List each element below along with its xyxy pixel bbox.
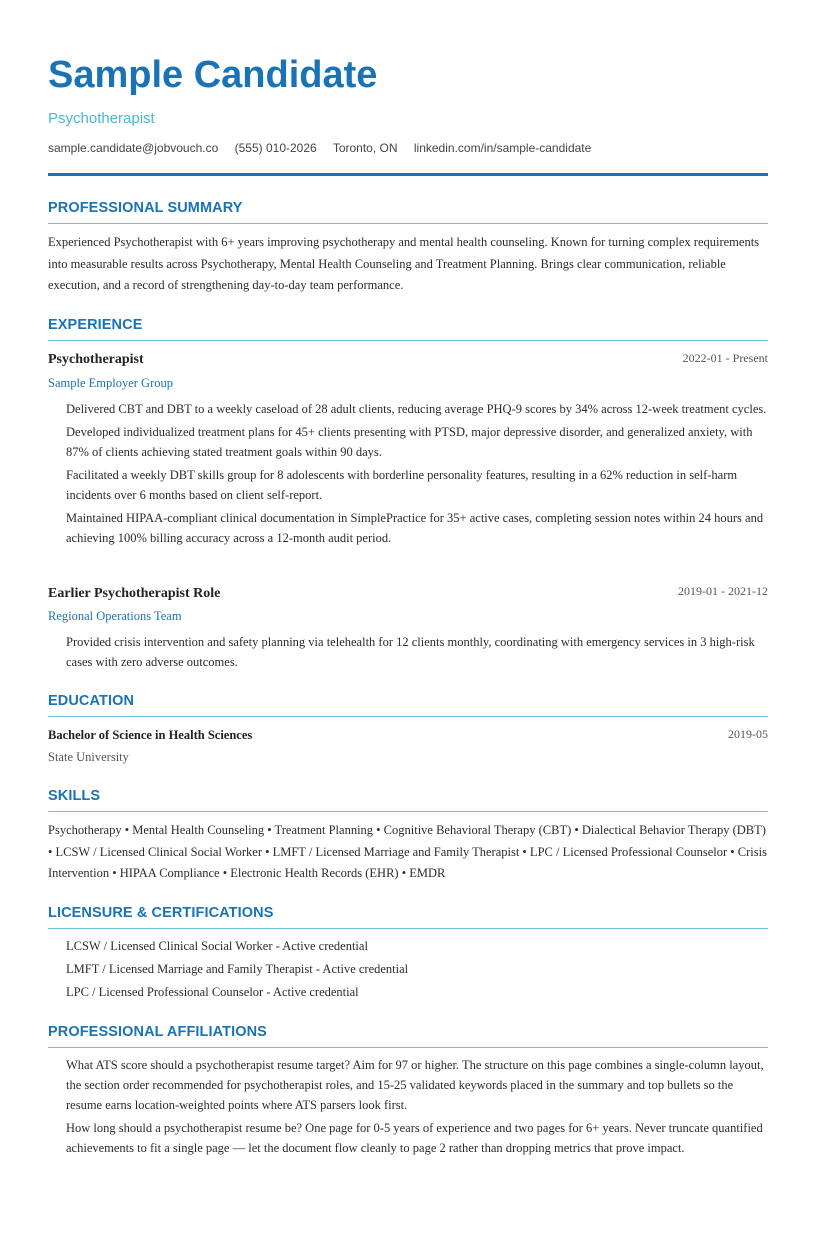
- education-school: State University: [48, 750, 129, 764]
- job-bullet: Facilitated a weekly DBT skills group for 8 adolescents with borderline personality features, resulting in a 62% reduction in self-harm incidents over 6 months based on client self-report.: [66, 468, 738, 502]
- education-date: 2019-05: [728, 727, 768, 741]
- job-bullet: Delivered CBT and DBT to a weekly caseload of 28 adult clients, reducing average PHQ-9 scores by 34% across 12-week treatment cycles.: [66, 402, 767, 416]
- skills-text: Psychotherapy • Mental Health Counseling • Treatment Planning • Cognitive Behavioral Therapy (CBT) • Dialectical Behavior Therapy (DBT) • LCSW / Licensed Clinical Social Worker • LMFT / Licensed Marriage and Family Therapist • LPC / Licensed Professional Counselor • Crisis Intervention • HIPAA Compliance • Electronic Health Records (EHR) • EMDR: [48, 823, 767, 880]
- affiliations-heading: PROFESSIONAL AFFILIATIONS: [48, 1023, 768, 1048]
- skills-heading: SKILLS: [48, 787, 768, 812]
- job-bullet: Developed individualized treatment plans for 45+ clients presenting with PTSD, major depressive disorder, and generalized anxiety, with 87% of clients achieving stated treatment goals within 90 days.: [66, 425, 753, 459]
- contact-location: Toronto, ON: [332, 141, 398, 155]
- candidate-name: Sample Candidate: [48, 54, 378, 96]
- summary-heading: PROFESSIONAL SUMMARY: [48, 199, 768, 224]
- job-bullet: Maintained HIPAA-compliant clinical documentation in SimplePractice for 35+ active cases, completing session notes within 24 hours and achieving 100% billing accuracy across a 12-month audit period.: [66, 511, 764, 545]
- education-degree: Bachelor of Science in Health Sciences: [48, 728, 253, 742]
- affiliation-item: What ATS score should a psychotherapist resume target? Aim for 97 or higher. The structure on this page combines a single-column layout, the section order recommended for psychotherapist roles, and 15-25 validated keywords placed in the summary and top bullets so the resume earns location-weighted points where ATS parsers look first.: [66, 1058, 764, 1112]
- job-bullet-list: [66, 632, 768, 675]
- job-title: Earlier Psychotherapist Role: [48, 586, 221, 601]
- contact-phone: (555) 010-2026: [234, 141, 317, 155]
- affiliation-item: How long should a psychotherapist resume be? One page for 0-5 years of experience and two pages for 6+ years. Never truncate quantified achievements to fit a single page — let the document flow cleanly to page 2 rather than dropping metrics that prove impact.: [66, 1121, 763, 1155]
- job-bullet: Provided crisis intervention and safety planning via telehealth for 12 clients monthly, coordinating with emergency services in 3 high-risk cases with zero adverse outcomes.: [66, 635, 755, 669]
- education-heading: EDUCATION: [48, 692, 768, 717]
- licensure-heading: LICENSURE & CERTIFICATIONS: [48, 904, 768, 929]
- licensure-list: [66, 936, 768, 1005]
- job-title: Psychotherapist: [48, 352, 144, 367]
- licensure-item: LCSW / Licensed Clinical Social Worker - Active credential: [66, 939, 368, 953]
- contact-linkedin[interactable]: linkedin.com/in/sample-candidate: [413, 141, 592, 155]
- affiliations-list: [66, 1055, 768, 1161]
- summary-text: Experienced Psychotherapist with 6+ years improving psychotherapy and mental health counseling. Known for turning complex requirements into measurable results across Psychotherapy, Mental Health Counseling and Treatment Planning. Brings clear communication, reliable execution, and a record of strengthening day-to-day team performance.: [48, 235, 760, 292]
- job-employer: Regional Operations Team: [48, 609, 182, 623]
- licensure-item: LPC / Licensed Professional Counselor - Active credential: [66, 985, 359, 999]
- contact-email[interactable]: sample.candidate@jobvouch.co: [48, 141, 219, 155]
- job-dates: 2022-01 - Present: [682, 351, 768, 365]
- contact-line: [48, 141, 604, 156]
- licensure-item: LMFT / Licensed Marriage and Family Therapist - Active credential: [66, 962, 409, 976]
- header-divider: [48, 173, 768, 176]
- job-dates: 2019-01 - 2021-12: [678, 584, 768, 598]
- job-bullet-list: [66, 399, 768, 551]
- experience-heading: EXPERIENCE: [48, 316, 768, 341]
- candidate-role: Psychotherapist: [48, 110, 155, 127]
- job-employer: Sample Employer Group: [48, 376, 173, 390]
